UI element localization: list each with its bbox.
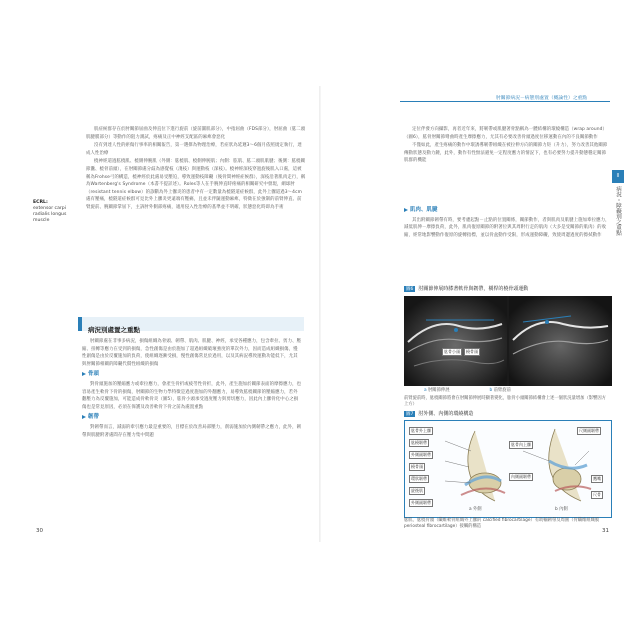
fig7-right-label: 內側副韌帶 — [511, 474, 531, 479]
fig7-left-label: 旋後肌 — [411, 488, 423, 493]
ultrasound-panel-b — [509, 296, 612, 386]
chapter-label: 病況・障礙別之重點 — [615, 186, 621, 236]
running-head: 肘關節病況－病態別處置（概論性）之重點 — [496, 96, 588, 101]
triangle-bullet-icon — [404, 208, 408, 212]
triangle-bullet-icon — [82, 372, 86, 376]
subheading-bone: 骨頭 — [82, 371, 302, 379]
fig7-left-label: 外側副韌帶 — [411, 452, 431, 457]
fig7-left-label: 肱骨外上髁 — [411, 428, 431, 433]
subheading-muscle: 肌肉、肌腱 — [404, 207, 610, 215]
right-page-number: 31 — [602, 528, 609, 534]
triangle-bullet-icon — [82, 415, 86, 419]
figure6-legend — [404, 388, 630, 394]
right-body-muscle — [404, 204, 610, 282]
margin-note-term: ECRL: — [33, 200, 48, 205]
fig7-left-label: 肱橈韌帶 — [411, 440, 427, 445]
ligament-text: 對韌帶而言，減弱的牽引應力最是重要的，目標在於改善局部壓力，削弱施加於內側韌帶之應力，此外，韌帶與肌腱附著處間存在壓力集中問題 — [82, 424, 302, 438]
section-title: 病況別處置之重點 — [88, 326, 140, 334]
left-paragraph: 沒有到達人性的瘀傷行事率的相關報告，第一選擇為物理治療，若症狀為延遲3～6個月依照規定執行，達成人性治療 — [86, 143, 302, 156]
subheading-ligament: 韌帶 — [82, 414, 302, 422]
fig7-right-label: 尺側副韌帶 — [579, 428, 599, 433]
fig7-left-label: 環狀韌帶 — [411, 476, 427, 481]
section-heading — [78, 317, 304, 334]
fig7-right-label: 尺骨 — [593, 492, 601, 497]
figure7-tag: 圖7 — [406, 411, 414, 417]
anatomy-illustration — [405, 421, 611, 517]
fig7-subcaption-a: a 外側 — [469, 507, 482, 512]
left-body-section — [82, 338, 302, 538]
fig7-right-label: 鷹嘴 — [593, 476, 601, 481]
fig7-right-label: 肱骨內上髁 — [511, 442, 531, 447]
left-page-number: 30 — [36, 528, 43, 534]
figure7-box — [404, 420, 612, 518]
figure6-caption: 前臂旋前時，肱橈關節將會在肘關節伸展時顯著變化，肱骨小頭關節結構會上述一個狀況量增加（影響因方上方） — [404, 396, 606, 408]
legend-item-b: b 前臂旋前 — [489, 388, 511, 393]
running-head-rule — [400, 101, 610, 102]
fig6-label-capitulum: 肱骨小頭 — [444, 349, 460, 354]
section-intro: 肘關節處在非事多病況，損傷組織為骨頭、韌帶、肌肉、肌腱、神經，承受各種應力，包含牽拉、剪力、壓縮、扭轉等應力在受到的損傷，急性創傷是由於施加了超過組織破壞強度的單次外力，因而造成組織損傷，慢性創傷是由於反覆施加的負荷，使組織逐漸受損，慢性創傷常見於過用，以及其病況導致運動功能低下，尤其與肘關節相關的障礙代償性組織的損傷 — [82, 339, 302, 367]
margin-note-text: extensor carpi radialis longus muscle — [33, 206, 67, 223]
figure7-caption: 肱肌、肱橈骨頭（纖維軟骨組織外上髁的 calcified fibrocartilage）有助輸韌帶及周圍（骨纖維組織膜 periosteal fibrocartilage）接觸的構造 — [404, 518, 600, 530]
page-gutter — [319, 86, 321, 542]
legend-item-a: a 肘關節伸展 — [424, 388, 450, 393]
muscle-text: 其出附關節韌帶有時，要考慮起點－止點的位置關係，關節動作，者與肌肉及肌腱上施加牽拉應力，減低肌伸－摩擦負荷，此外，肌肉復原關節的附著位與其周附行走的肌肉（大多是受關節的肌肉）的收縮，經常地影響動作復原的旋轉指標，並以骨盆動作受限，形成運動障礙，致使周邊過度的擦拭動作 — [404, 217, 610, 238]
fig7-subcaption-b: b 內側 — [555, 507, 568, 512]
right-paragraph: 不僅如此，產生疼痛的動作中環誘導韌帶組織在被拉伸方向的關節力矩（升力），努力改善其他關節傳動狀態及動力鏈，此外，動作有性無法避免一定程度應力的情況下，也有必要努力提升動態穩定關節肌群的機能 — [404, 143, 608, 164]
ultrasound-panel-a — [404, 296, 507, 386]
figure6-tag: 圖6 — [406, 286, 414, 292]
left-body-intro — [86, 126, 306, 312]
right-body-top — [404, 126, 610, 202]
figure6-title — [404, 285, 610, 292]
bone-text: 對骨頭施加的壓縮應力或牽拉應力，會產生骨折或疲勞性骨折，此外，產生施加於關節表面的摩擦應力，也容易產生軟骨下骨的損傷，肘關節的生物力學特徵是過度施加的外翻應力，易導致肱橈關節的壓縮應力，若外翻壓力為反覆施加，可能造成骨軟骨炎（圖5），肱骨小頭承受過度壓力與剪切應力，因此內上髁骨化中心之損傷也是常見原因，必須在保護及改善軟骨下骨之前為處置重點 — [82, 381, 302, 410]
left-paragraph: 橈神經道過肱橈肌、橈側伸腕肌（外側：肱橈肌、橈側伸腕肌；內側：肱肌、肱二頭肌肌腱；後側：肱橈關節囊、橈骨前頭），在肘關節處分歧為感覺枝（淺枝）與運動枝（深枝）。橈神經深枝穿過旋後肌入口處，這被稱為Frohse弓的構造，橈神經於此處易受壓迫，導致運動枝障礙（後骨間神經症候群），深枝沿著肌肉走行，稱為Wartenberg's Syndrome（本書不提詳述）。Roles等人在手腕伸直時疼痛的相關研究中發現，網球肘（resistant tennis elbow）的診斷為外上髁炎的患者中有一定數量為橈隧道症候群，此外上髁道過3～4cm處有壓痛，橈隧道症候群可見比外上髁炎更遠端有壓痛，且並未伴隨運動麻痺，特徵在於強制的前臂伸直、前臂旋前、腕關節掌屈下，主訴肘外側部疼痛，適用侵入性治療的基準並不明確，狀態惡化時即為手術 — [86, 159, 306, 210]
fig7-left-label: 橈骨頭 — [411, 464, 423, 469]
left-paragraph: 肌症候群存在於肘關節屈曲及伸直位下進行旋前（旋前圓肌部分），中指屈曲（FDS部分），肘屈曲（肱二頭肌腱膜部分）等動作的阻力測試，疼痛及正中神經支配區的麻痺會惡化 — [86, 127, 306, 140]
margin-note — [33, 200, 73, 224]
right-paragraph: 定位伴發方向攝影，再者近年來，將韌帶或肌腱著骨點稱為一體結構的環繞構造（wrap around）（圖6），肱骨肘關節彎曲時產生摩擦應力，尤其有必要改善骨頭過度位移運動在內的不良關節動作 — [404, 127, 607, 140]
fig7-left-label: 外側副韌帶 — [411, 500, 431, 505]
figure6-title-text: 肘關節伸展時膝著軟骨與韌帶，橫桿的橈骨頭運動 — [418, 286, 529, 292]
chapter-side-tab — [612, 170, 624, 242]
fig6-label-radial-head: 橈骨頭 — [466, 349, 478, 354]
figure7-title — [404, 410, 610, 417]
chapter-number: II — [612, 170, 624, 183]
figure7-title-text: 肘外側、內側的環繞構造 — [418, 411, 474, 417]
ultrasound-figure — [404, 296, 612, 386]
